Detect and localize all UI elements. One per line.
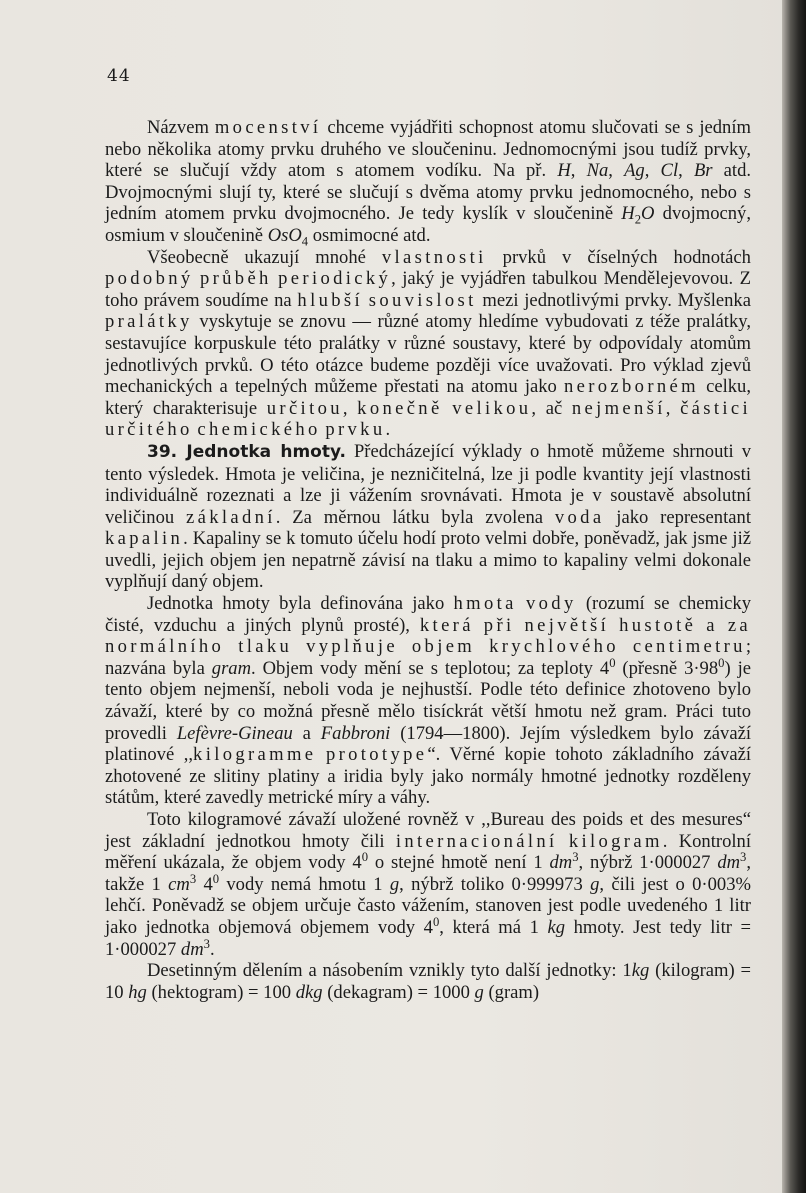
italic-run: dm — [717, 852, 741, 874]
italic-run: dm — [180, 938, 204, 960]
text-run: (1794—1800). Jejím výsledkem bylo závaží platinové ,, — [105, 722, 751, 766]
text-run: . — [385, 419, 391, 441]
superscript: 0 — [361, 850, 369, 864]
text-run: atd. Dvojmocnými slují ty, které se slučují s dvěma atomy prvku jednomocného, nebo s jedním atomem prvku dvojmocného. Je tedy kyslík v sloučenině — [105, 160, 752, 225]
spaced-run: částici — [680, 397, 752, 419]
text-run — [224, 636, 238, 657]
superscript: 0 — [718, 655, 725, 670]
text-run: . Kapaliny se k tomuto účelu hodí proto velmi dobře, poněvadž, jak jsme již uvedli, jejich objem jen nepatrně závisí na tlaku a mimo to kapaliny velmi dokonale vyplňují daný objem. — [105, 528, 751, 593]
spaced-run: kilogram — [568, 830, 663, 852]
italic-run: Lefèvre-Gineau — [176, 722, 293, 744]
text-run: , — [644, 160, 661, 182]
italic-run: Fabbroni — [320, 722, 391, 744]
text-run: . — [209, 938, 215, 960]
text-run: , — [570, 160, 587, 182]
text-run: , čili jest o 0·003% lehčí. Poněvadž se objem určuje často vážením, stanoven jest podle uvedeného 1 litr jako jednotka objemová objemem vody 4 — [105, 873, 751, 938]
italic-run: Br — [693, 160, 713, 182]
paragraph-valence — [105, 117, 751, 247]
spaced-run: velikou — [452, 397, 532, 419]
spaced-run: internacionální — [395, 830, 558, 852]
text-run: ) je tento objem nejmenší, neboli voda je nejhustší. Podle této definice zhotoveno bylo závaží, které by co možná přesně mělo tisíckrát větší hmotu než gram. Práci tuto provedli — [105, 657, 751, 744]
text-run — [475, 636, 489, 657]
spaced-run: vody — [526, 593, 577, 615]
text-run: (hektogram) = 100 — [146, 981, 296, 1003]
text-run: , — [678, 160, 694, 182]
text-run: ; nazvána byla — [105, 636, 752, 679]
text-run: Toto kilogramové závaží uložené rovněž v ,,Bureau des poids et des mesures“ jest základní jednotkou hmoty čili — [105, 809, 751, 852]
spaced-run: určitou — [266, 397, 343, 419]
spaced-run: největší — [524, 614, 610, 636]
text-run: dvojmocný, osmium v sloučenině — [105, 203, 751, 246]
spaced-run: kilogramme — [193, 744, 317, 766]
spaced-run: která — [419, 614, 474, 636]
text-run — [718, 615, 728, 636]
text-run: , — [342, 397, 358, 419]
text-run — [474, 615, 484, 636]
spaced-run: určitého — [105, 419, 193, 441]
text-run — [696, 615, 706, 636]
text-run: , — [608, 160, 625, 182]
text-run: vyskytuje se znovu — různé atomy hledíme vybudovati z téže pralátky, sestavujíce korpuskule této pralátky v různé soustavy, které by odpovídaly atomům jednotlivých prvků. O této otázce budeme později více uvažovati. Pro výklad zjevů mechanických a tepelných můžeme přestati na atomu jako — [105, 311, 751, 398]
italic-run: H — [621, 203, 635, 225]
spaced-run: prvku — [325, 419, 386, 441]
italic-run: Na — [586, 160, 609, 182]
spaced-run: voda — [554, 506, 605, 528]
page-binding-shadow — [782, 0, 806, 1193]
spaced-run: nejmenší — [571, 397, 666, 419]
spaced-run: za — [727, 614, 752, 636]
spaced-run: krychlového — [489, 636, 619, 658]
spaced-run: hmota — [453, 593, 517, 615]
italic-run: kg — [547, 916, 566, 938]
text-run — [517, 593, 526, 614]
spaced-run: tlaku — [238, 636, 293, 658]
spaced-run: periodický — [278, 268, 392, 290]
text-run: Všeobecně ukazují mnohé — [147, 246, 382, 268]
subscript: 4 — [301, 234, 309, 249]
spaced-run: při — [483, 614, 515, 636]
superscript: 3 — [740, 850, 747, 864]
text-run: 4 — [196, 873, 213, 895]
italic-run: g — [590, 873, 600, 895]
text-run: (dekagram) = 1000 — [322, 981, 475, 1003]
italic-run: g — [474, 981, 484, 1003]
spaced-run: vlastnosti — [381, 246, 487, 268]
text-run: Názvem — [147, 117, 215, 138]
spaced-run: průběh — [199, 268, 272, 290]
text-run — [316, 744, 326, 765]
text-run: . Za měrnou látku byla zvolena — [275, 506, 555, 528]
text-run — [515, 615, 525, 636]
spaced-run: podobný — [105, 268, 194, 290]
text-run — [619, 636, 633, 657]
text-run: . Objem vody mění se s teplotou; za teploty 4 — [251, 657, 610, 679]
text-run: Desetinným dělením a násobením vznikly tyto další jednotky: 1 — [147, 960, 632, 982]
text-run: “. Věrné kopie tohoto základního závaží zhotovené ze slitiny platiny a iridia byly jako normály hmotné jednotky rozděleny státům, které zavedly metrické míry a váhy. — [105, 744, 751, 809]
spaced-run: mocenství — [214, 117, 322, 138]
text-run: , ač — [531, 397, 572, 419]
text-run: , nýbrž toliko 0·999973 — [399, 873, 591, 895]
italic-run: dm — [549, 852, 573, 874]
italic-run: O — [641, 203, 655, 225]
spaced-run: kapalin — [105, 528, 184, 550]
superscript: 0 — [432, 914, 440, 929]
text-run: Jednotka hmoty byla definována jako — [147, 593, 454, 615]
spaced-run: vyplňuje — [306, 636, 398, 658]
text-run — [292, 636, 306, 657]
text-run: chceme vyjádřiti schopnost atomu slučovati se s jedním nebo několika atomy prvku druhého ve sloučeninu. Jednomocnými jsou tudíž prvky, které se slučují vždy atom s atomem vodíku. Na př. — [105, 117, 751, 182]
italic-run: OsO — [267, 224, 302, 246]
text-run: (přesně 3·98 — [615, 657, 719, 679]
superscript: 0 — [609, 655, 616, 670]
spaced-run: normálního — [105, 636, 225, 658]
text-run: hmoty. Jest tedy litr = 1·000027 — [105, 916, 752, 960]
spaced-run: a — [706, 614, 718, 636]
section-heading: 39. Jednotka hmoty. — [147, 441, 346, 462]
italic-run: H — [557, 160, 571, 182]
superscript: 0 — [212, 871, 220, 886]
italic-run: Cl — [660, 160, 679, 182]
italic-run: gram — [211, 657, 252, 679]
text-run: , která má 1 — [439, 916, 548, 938]
spaced-run: centimetru — [632, 636, 746, 658]
text-run: vody nemá hmotu 1 — [219, 873, 390, 895]
text-run: , nýbrž 1·000027 — [578, 852, 718, 874]
italic-run: dkg — [295, 981, 323, 1003]
text-run: prvků v číselných hodnotách — [486, 246, 751, 268]
text-run: o stejné hmotě není 1 — [368, 852, 550, 874]
paragraph-unit-of-mass — [105, 441, 751, 593]
spaced-run: chemického — [197, 419, 321, 441]
paragraph-derived-units — [105, 960, 751, 1003]
text-run — [443, 398, 453, 419]
text-run: (rozumí se chemicky čisté, vzduchu a jiných plynů prosté), — [105, 593, 752, 636]
spaced-run: hustotě — [619, 614, 697, 636]
text-run: Předcházející výklady o hmotě můžeme shrnouti v tento výsledek. Hmota je veličina, je nezničitelná, lze ji podle kvantity její vlastnosti individuálně rozeznati a lze ji vážením srovnávati. Hmota je v soustavě absolutní veličinou — [105, 440, 751, 528]
text-run — [609, 615, 619, 636]
italic-run: Ag — [624, 160, 645, 182]
text-run — [398, 636, 412, 657]
italic-run: hg — [128, 981, 147, 1003]
text-run: , — [665, 397, 681, 419]
spaced-run: nerozborném — [564, 376, 699, 398]
spaced-run: objem — [411, 636, 476, 658]
spaced-run: základní — [186, 506, 276, 528]
spaced-run: prototype — [325, 744, 428, 766]
italic-run: g — [389, 873, 400, 895]
text-run: osmimocné atd. — [308, 224, 431, 246]
spaced-run: souvislost — [368, 289, 477, 311]
text-run: mezi jednotlivými prvky. Myšlenka — [476, 289, 751, 311]
superscript: 3 — [572, 850, 579, 864]
paragraph-gram-definition — [105, 593, 751, 809]
page-number: 44 — [107, 66, 131, 86]
text-run: . Kontrolní měření ukázala, že objem vody 4 — [105, 830, 751, 874]
paragraph-kilogram — [105, 809, 751, 960]
text-run: (kilogram) = 10 — [105, 960, 751, 1003]
text-run — [558, 831, 569, 852]
paragraph-periodicity — [105, 247, 751, 441]
spaced-run: konečně — [357, 397, 443, 419]
spaced-run: hlubší — [297, 289, 363, 311]
italic-run: cm — [168, 873, 190, 895]
superscript: 3 — [203, 936, 210, 951]
text-run: celku, který charakterisuje — [105, 376, 752, 419]
italic-run: kg — [631, 960, 650, 982]
spaced-run: pralátky — [105, 311, 193, 333]
text-run: , jaký je vyjádřen tabulkou Mendělejevovou. Z toho právem soudíme na — [105, 268, 751, 311]
text-run: , takže 1 — [105, 852, 752, 895]
text-run: a — [292, 722, 321, 744]
text-run: (gram) — [483, 981, 540, 1003]
text-run: jako representant — [604, 506, 751, 528]
superscript: 3 — [189, 871, 197, 886]
subscript: 2 — [634, 213, 642, 228]
body-text — [105, 117, 751, 1003]
